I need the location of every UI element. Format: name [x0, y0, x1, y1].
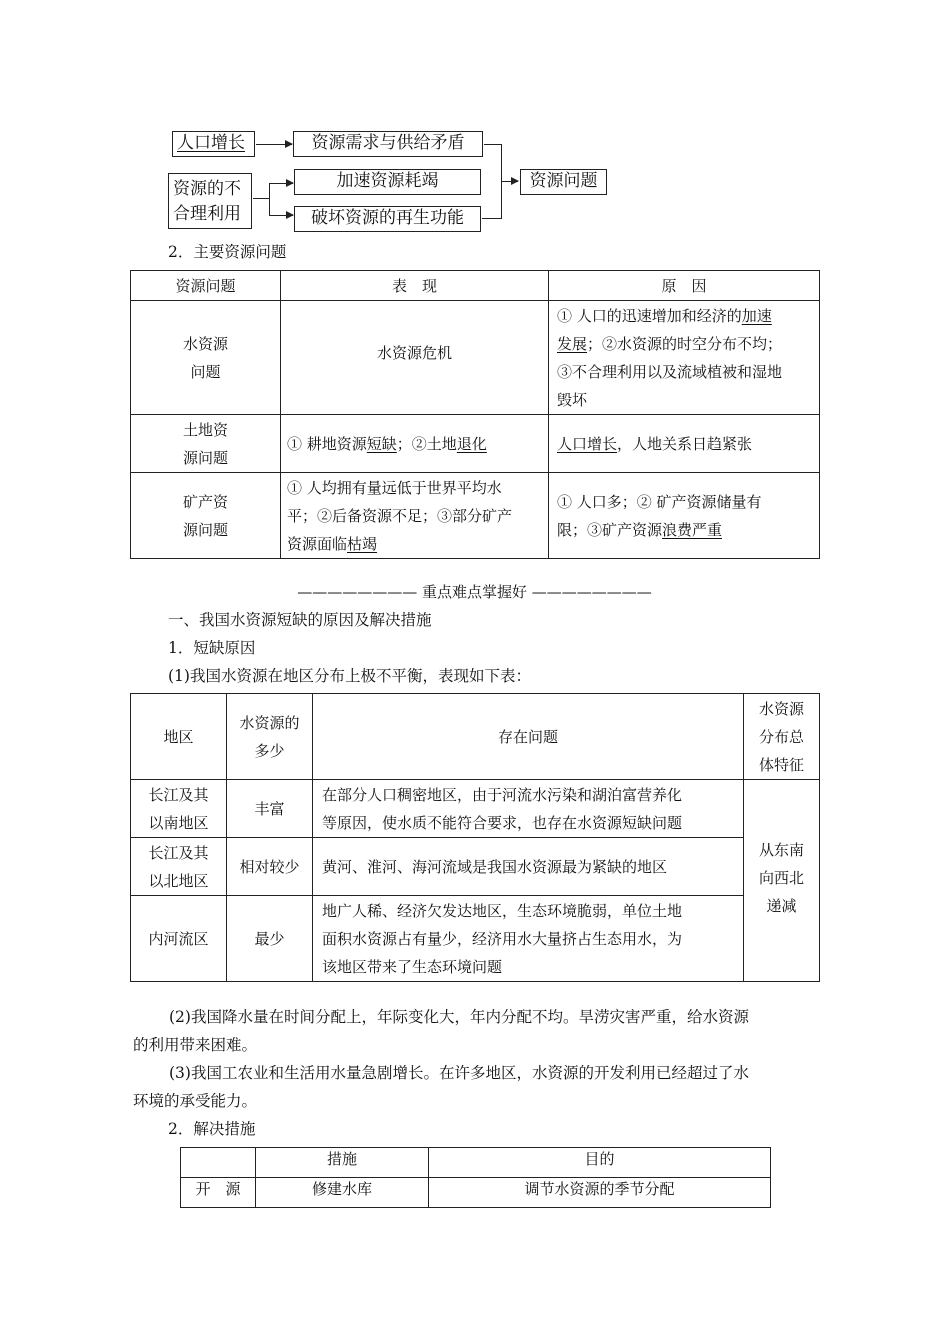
table1-show-line: ① 人均拥有量远低于世界平均水	[287, 478, 502, 497]
flow-connector-misuse	[253, 198, 269, 199]
table1-cell-name	[131, 473, 281, 559]
table1-header-cause: 原 因	[549, 271, 820, 301]
table2-cell-amount: 丰富	[227, 780, 313, 838]
table-row	[181, 1178, 771, 1208]
table2-cell-region	[131, 780, 227, 838]
table3-header-type	[181, 1148, 256, 1178]
flow-node-demand-label: 资源需求与供给矛盾	[311, 133, 465, 153]
flow-connector-right-1	[484, 144, 501, 145]
flow-node-result	[520, 169, 607, 195]
table2-cell-region	[131, 838, 227, 896]
flow-node-population-label: 人口增长	[177, 133, 245, 153]
header-line: 水资源的	[239, 713, 300, 732]
table2-cell-feature	[744, 780, 820, 982]
underlined-text: 短缺	[366, 434, 397, 453]
table2-cell-problem	[313, 896, 744, 982]
region-line: 长江及其	[148, 843, 209, 862]
flow-arrow-3	[269, 215, 293, 216]
table1-cell-cause	[549, 415, 820, 473]
table1-cell-show: 水资源危机	[281, 301, 549, 415]
table1-name-line: 水资源	[182, 334, 228, 353]
paragraph-3	[133, 1059, 819, 1115]
flow-node-misuse-line1: 资源的不	[173, 179, 241, 199]
feature-line: 递减	[766, 897, 797, 915]
table1-name-line: 土地资	[182, 420, 228, 439]
table3-cell-type: 开 源	[181, 1178, 256, 1208]
table1-cause-line	[557, 330, 813, 358]
table1-cell-cause	[549, 301, 820, 415]
table1-header-show: 表 现	[281, 271, 549, 301]
section-heading-main-problems: 2．主要资源问题	[168, 243, 287, 261]
flow-node-depletion-label: 加速资源耗竭	[336, 171, 439, 191]
table1-show-line	[287, 530, 542, 558]
heading-water-shortage: 一、我国水资源短缺的原因及解决措施	[168, 611, 432, 629]
flow-node-regeneration-label: 破坏资源的再生功能	[311, 208, 464, 228]
paragraph-1: (1)我国水资源在地区分布上极不平衡，表现如下表：	[168, 667, 531, 685]
heading-solutions: 2．解决措施	[168, 1120, 256, 1138]
text: ，人地关系日趋紧张	[617, 434, 753, 453]
text: ① 人口的迅速增加和经济的	[557, 306, 742, 325]
table2-cell-region: 内河流区	[131, 896, 227, 982]
text: ；②水资源的时空分布不均；	[587, 334, 783, 353]
paragraph-line: (2)我国降水量在时间分配上，年际变化大，年内分配不均。旱涝灾害严重，给水资源	[169, 1008, 749, 1026]
flow-node-regeneration	[294, 206, 481, 232]
region-line: 以南地区	[148, 813, 209, 832]
table1-name-line: 源问题	[182, 448, 228, 467]
flow-arrow-1	[256, 144, 292, 145]
table1-name-line: 源问题	[182, 520, 228, 539]
underlined-text: 人口增长	[557, 434, 618, 453]
table1-cause-line: 毁坏	[557, 390, 588, 409]
underlined-text: 枯竭	[347, 534, 378, 553]
table1-cause-line	[557, 302, 813, 330]
underlined-text: 发展	[557, 334, 588, 353]
table2-header-amount	[227, 694, 313, 780]
table-row	[131, 415, 820, 473]
table2-cell-problem	[313, 780, 744, 838]
table2-header-region: 地区	[131, 694, 227, 780]
region-line: 长江及其	[148, 785, 209, 804]
table1-cell-name	[131, 415, 281, 473]
table2-header-problem: 存在问题	[313, 694, 744, 780]
table1-cell-show	[281, 473, 549, 559]
table1-cell-name	[131, 301, 281, 415]
table-row	[131, 301, 820, 415]
header-line: 体特征	[758, 755, 804, 774]
table1-cause-line: ③不合理利用以及流域植被和湿地	[557, 362, 783, 381]
table-row	[131, 473, 820, 559]
text: ① 耕地资源	[287, 434, 367, 453]
paragraph-line: 环境的承受能力。	[133, 1092, 258, 1110]
underlined-text: 退化	[456, 434, 487, 453]
flow-arrow-2	[269, 183, 293, 184]
table1-name-line: 问题	[190, 362, 221, 381]
water-distribution-table	[130, 693, 820, 982]
flow-arrow-4	[502, 181, 518, 182]
problem-line: 地广人稀、经济欠发达地区，生态环境脆弱，单位土地	[322, 901, 683, 920]
table2-cell-amount: 最少	[227, 896, 313, 982]
paragraph-line: 的利用带来困难。	[133, 1036, 258, 1054]
table1-cell-cause	[549, 473, 820, 559]
underlined-text: 浪费严重	[662, 520, 723, 539]
flow-node-population	[172, 131, 255, 157]
table1-header-problem: 资源问题	[131, 271, 281, 301]
feature-line: 向西北	[758, 869, 804, 887]
flow-node-depletion	[294, 169, 481, 195]
table1-name-line: 矿产资	[182, 492, 228, 511]
table1-cause-line: ① 人口多；② 矿产资源储量有	[557, 492, 762, 511]
table3-cell-measure: 修建水库	[256, 1178, 429, 1208]
table2-header-feature	[744, 694, 820, 780]
flow-node-result-label: 资源问题	[529, 171, 598, 191]
table1-cause-line	[557, 516, 813, 544]
table2-cell-amount: 相对较少	[227, 838, 313, 896]
problem-line: 等原因，使水质不能符合要求，也存在水资源短缺问题	[322, 813, 683, 832]
text: 资源面临	[287, 534, 348, 553]
problem-line: 在部分人口稠密地区，由于河流水污染和湖泊富营养化	[322, 785, 683, 804]
paragraph-line: (3)我国工农业和生活用水量急剧增长。在许多地区，水资源的开发利用已经超过了水	[169, 1064, 749, 1082]
flow-node-demand	[293, 131, 483, 157]
table-row	[131, 780, 820, 838]
problem-line: 该地区带来了生态环境问题	[322, 957, 503, 976]
solutions-table	[180, 1147, 771, 1208]
header-line: 水资源	[758, 699, 804, 718]
text: ；②土地	[396, 434, 457, 453]
paragraph-2	[133, 1003, 819, 1059]
table2-cell-problem: 黄河、淮河、海河流域是我国水资源最为紧缺的地区	[313, 838, 744, 896]
feature-line: 从东南	[758, 841, 804, 859]
flow-connector-misuse-vertical	[269, 183, 270, 215]
region-line: 以北地区	[148, 871, 209, 890]
table1-cell-show	[281, 415, 549, 473]
flow-node-misuse-line2: 合理利用	[173, 204, 241, 224]
text: 限；③矿产资源	[557, 520, 663, 539]
header-line: 多少	[254, 741, 285, 760]
table-row	[131, 838, 820, 896]
table-row	[131, 896, 820, 982]
table3-header-purpose: 目的	[429, 1148, 771, 1178]
problem-line: 面积水资源占有量少，经济用水大量挤占生态用水，为	[322, 929, 683, 948]
section-divider: ———————— 重点难点掌握好 ————————	[297, 583, 652, 601]
table1-show-line: 平；②后备资源不足；③部分矿产	[287, 506, 513, 525]
table3-header-measure: 措施	[256, 1148, 429, 1178]
heading-shortage-reasons: 1．短缺原因	[168, 639, 256, 657]
underlined-text: 加速	[741, 306, 772, 325]
flow-connector-right-2	[482, 218, 501, 219]
resource-problems-table	[130, 270, 820, 559]
flow-node-misuse	[168, 173, 252, 229]
header-line: 分布总	[758, 727, 804, 746]
table3-cell-purpose: 调节水资源的季节分配	[429, 1178, 771, 1208]
